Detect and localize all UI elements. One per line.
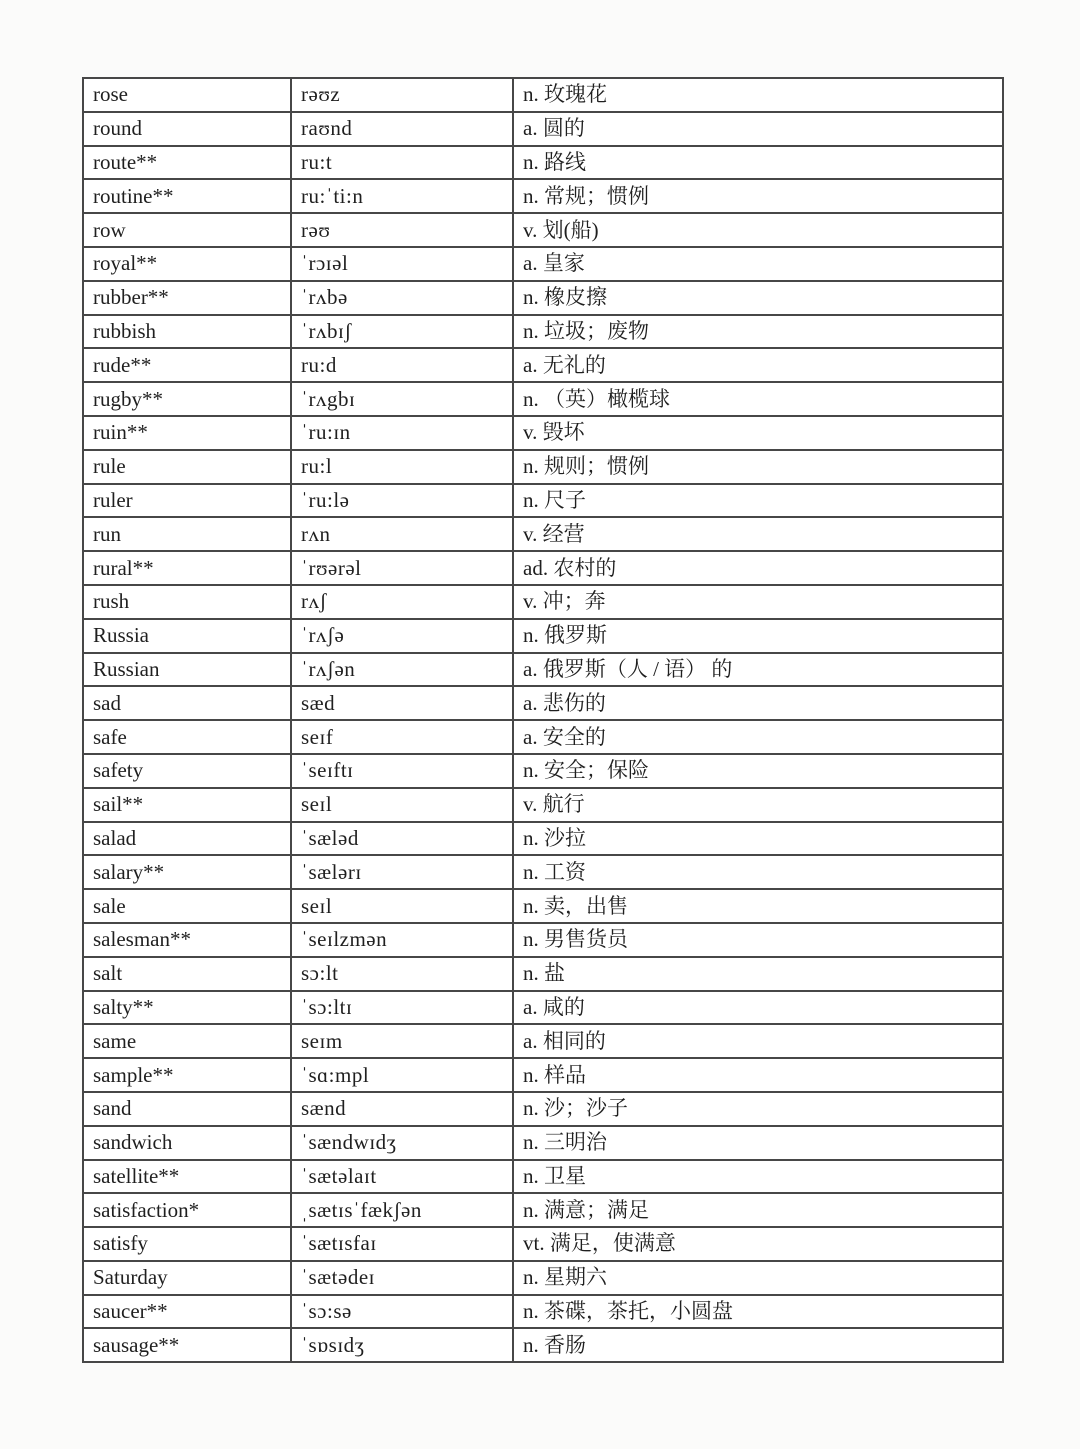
word-cell: salary** bbox=[83, 855, 291, 889]
meaning-cell: n. 玫瑰花 bbox=[513, 78, 1003, 112]
table-row bbox=[83, 822, 1003, 856]
word-cell: rude** bbox=[83, 348, 291, 382]
word-cell: sausage** bbox=[83, 1328, 291, 1362]
word-cell: ruler bbox=[83, 484, 291, 518]
meaning-cell: n. 满意；满足 bbox=[513, 1193, 1003, 1227]
meaning-cell: vt. 满足，使满意 bbox=[513, 1227, 1003, 1261]
ipa-cell: ˈsætədeɪ bbox=[291, 1261, 513, 1295]
meaning-cell: n. 卫星 bbox=[513, 1160, 1003, 1194]
word-cell: sandwich bbox=[83, 1126, 291, 1160]
word-cell: rural** bbox=[83, 551, 291, 585]
table-row bbox=[83, 1160, 1003, 1194]
word-cell: saucer** bbox=[83, 1295, 291, 1329]
meaning-cell: v. 航行 bbox=[513, 788, 1003, 822]
ipa-cell: ˈrʌʃə bbox=[291, 619, 513, 653]
meaning-cell: n. 样品 bbox=[513, 1058, 1003, 1092]
word-cell: route** bbox=[83, 146, 291, 180]
meaning-cell: a. 俄罗斯（人 / 语） 的 bbox=[513, 653, 1003, 687]
meaning-cell: n. 星期六 bbox=[513, 1261, 1003, 1295]
ipa-cell: ˈrʌbɪʃ bbox=[291, 315, 513, 349]
ipa-cell: ˈrʌbə bbox=[291, 281, 513, 315]
word-cell: same bbox=[83, 1024, 291, 1058]
table-row bbox=[83, 754, 1003, 788]
meaning-cell: v. 划(船) bbox=[513, 213, 1003, 247]
word-cell: salesman** bbox=[83, 923, 291, 957]
ipa-cell: rəʊ bbox=[291, 213, 513, 247]
ipa-cell: sɔ:lt bbox=[291, 957, 513, 991]
table-row bbox=[83, 889, 1003, 923]
ipa-cell: ˈsɔ:ltɪ bbox=[291, 991, 513, 1025]
word-cell: satisfy bbox=[83, 1227, 291, 1261]
ipa-cell: seɪf bbox=[291, 720, 513, 754]
ipa-cell: ˈrʌʃən bbox=[291, 653, 513, 687]
table-row bbox=[83, 348, 1003, 382]
table-row bbox=[83, 1227, 1003, 1261]
ipa-cell: ˈsælərɪ bbox=[291, 855, 513, 889]
meaning-cell: n. 茶碟，茶托，小圆盘 bbox=[513, 1295, 1003, 1329]
word-cell: rubbish bbox=[83, 315, 291, 349]
ipa-cell: ru:d bbox=[291, 348, 513, 382]
table-row bbox=[83, 1193, 1003, 1227]
ipa-cell: rʌn bbox=[291, 517, 513, 551]
ipa-cell: ˈrʌgbɪ bbox=[291, 382, 513, 416]
table-row bbox=[83, 247, 1003, 281]
meaning-cell: n. 路线 bbox=[513, 146, 1003, 180]
table-row bbox=[83, 855, 1003, 889]
ipa-cell: rʌʃ bbox=[291, 585, 513, 619]
word-cell: run bbox=[83, 517, 291, 551]
word-cell: Russian bbox=[83, 653, 291, 687]
table-row bbox=[83, 1058, 1003, 1092]
word-cell: safety bbox=[83, 754, 291, 788]
word-cell: routine** bbox=[83, 179, 291, 213]
ipa-cell: ˈrʊərəl bbox=[291, 551, 513, 585]
ipa-cell: seɪl bbox=[291, 788, 513, 822]
meaning-cell: n. 工资 bbox=[513, 855, 1003, 889]
ipa-cell: ˈsɒsɪdʒ bbox=[291, 1328, 513, 1362]
meaning-cell: a. 无礼的 bbox=[513, 348, 1003, 382]
ipa-cell: seɪm bbox=[291, 1024, 513, 1058]
table-row bbox=[83, 1092, 1003, 1126]
word-cell: salad bbox=[83, 822, 291, 856]
meaning-cell: n. 垃圾；废物 bbox=[513, 315, 1003, 349]
table-row bbox=[83, 450, 1003, 484]
meaning-cell: n. 男售货员 bbox=[513, 923, 1003, 957]
ipa-cell: ˈru:lə bbox=[291, 484, 513, 518]
meaning-cell: n. 三明治 bbox=[513, 1126, 1003, 1160]
ipa-cell: ru:ˈti:n bbox=[291, 179, 513, 213]
table-row bbox=[83, 315, 1003, 349]
table-row bbox=[83, 281, 1003, 315]
word-cell: rugby** bbox=[83, 382, 291, 416]
table-row bbox=[83, 484, 1003, 518]
meaning-cell: n. 尺子 bbox=[513, 484, 1003, 518]
vocabulary-table-body bbox=[83, 78, 1003, 1362]
table-row bbox=[83, 957, 1003, 991]
table-row bbox=[83, 1126, 1003, 1160]
table-row bbox=[83, 1295, 1003, 1329]
meaning-cell: a. 圆的 bbox=[513, 112, 1003, 146]
table-row bbox=[83, 78, 1003, 112]
meaning-cell: a. 安全的 bbox=[513, 720, 1003, 754]
table-row bbox=[83, 619, 1003, 653]
meaning-cell: n. 规则；惯例 bbox=[513, 450, 1003, 484]
word-cell: Saturday bbox=[83, 1261, 291, 1295]
ipa-cell: ˈsætəlaɪt bbox=[291, 1160, 513, 1194]
meaning-cell: v. 毁坏 bbox=[513, 416, 1003, 450]
table-row bbox=[83, 416, 1003, 450]
table-row bbox=[83, 991, 1003, 1025]
table-row bbox=[83, 382, 1003, 416]
word-cell: safe bbox=[83, 720, 291, 754]
ipa-cell: sænd bbox=[291, 1092, 513, 1126]
ipa-cell: ˈsændwɪdʒ bbox=[291, 1126, 513, 1160]
ipa-cell: ru:l bbox=[291, 450, 513, 484]
meaning-cell: a. 皇家 bbox=[513, 247, 1003, 281]
table-row bbox=[83, 923, 1003, 957]
meaning-cell: n. 香肠 bbox=[513, 1328, 1003, 1362]
ipa-cell: sæd bbox=[291, 686, 513, 720]
meaning-cell: a. 相同的 bbox=[513, 1024, 1003, 1058]
word-cell: sad bbox=[83, 686, 291, 720]
ipa-cell: ˈsætɪsfaɪ bbox=[291, 1227, 513, 1261]
word-cell: rose bbox=[83, 78, 291, 112]
meaning-cell: n. （英）橄榄球 bbox=[513, 382, 1003, 416]
meaning-cell: n. 安全；保险 bbox=[513, 754, 1003, 788]
word-cell: round bbox=[83, 112, 291, 146]
meaning-cell: a. 悲伤的 bbox=[513, 686, 1003, 720]
table-row bbox=[83, 213, 1003, 247]
ipa-cell: ˈru:ɪn bbox=[291, 416, 513, 450]
word-cell: row bbox=[83, 213, 291, 247]
word-cell: salt bbox=[83, 957, 291, 991]
word-cell: rubber** bbox=[83, 281, 291, 315]
ipa-cell: rəʊz bbox=[291, 78, 513, 112]
table-row bbox=[83, 1024, 1003, 1058]
table-row bbox=[83, 686, 1003, 720]
meaning-cell: n. 沙拉 bbox=[513, 822, 1003, 856]
word-cell: royal** bbox=[83, 247, 291, 281]
meaning-cell: n. 沙；沙子 bbox=[513, 1092, 1003, 1126]
table-row bbox=[83, 653, 1003, 687]
meaning-cell: n. 常规；惯例 bbox=[513, 179, 1003, 213]
word-cell: ruin** bbox=[83, 416, 291, 450]
word-cell: rush bbox=[83, 585, 291, 619]
ipa-cell: ˈsæləd bbox=[291, 822, 513, 856]
word-cell: rule bbox=[83, 450, 291, 484]
word-cell: Russia bbox=[83, 619, 291, 653]
table-row bbox=[83, 146, 1003, 180]
table-row bbox=[83, 179, 1003, 213]
table-row bbox=[83, 720, 1003, 754]
table-row bbox=[83, 1261, 1003, 1295]
meaning-cell: ad. 农村的 bbox=[513, 551, 1003, 585]
ipa-cell: ˈseɪftɪ bbox=[291, 754, 513, 788]
ipa-cell: ru:t bbox=[291, 146, 513, 180]
meaning-cell: n. 橡皮擦 bbox=[513, 281, 1003, 315]
meaning-cell: n. 卖，出售 bbox=[513, 889, 1003, 923]
meaning-cell: n. 盐 bbox=[513, 957, 1003, 991]
table-row bbox=[83, 112, 1003, 146]
word-cell: satisfaction* bbox=[83, 1193, 291, 1227]
table-row bbox=[83, 1328, 1003, 1362]
ipa-cell: ˈsɔ:sə bbox=[291, 1295, 513, 1329]
table-row bbox=[83, 585, 1003, 619]
vocabulary-table bbox=[82, 77, 1004, 1363]
ipa-cell: ˈseɪlzmən bbox=[291, 923, 513, 957]
ipa-cell: seɪl bbox=[291, 889, 513, 923]
table-row bbox=[83, 551, 1003, 585]
meaning-cell: n. 俄罗斯 bbox=[513, 619, 1003, 653]
ipa-cell: ˌsætɪsˈfækʃən bbox=[291, 1193, 513, 1227]
word-cell: sale bbox=[83, 889, 291, 923]
table-row bbox=[83, 517, 1003, 551]
table-row bbox=[83, 788, 1003, 822]
word-cell: salty** bbox=[83, 991, 291, 1025]
word-cell: satellite** bbox=[83, 1160, 291, 1194]
meaning-cell: a. 咸的 bbox=[513, 991, 1003, 1025]
ipa-cell: ˈrɔɪəl bbox=[291, 247, 513, 281]
meaning-cell: v. 冲；奔 bbox=[513, 585, 1003, 619]
word-cell: sand bbox=[83, 1092, 291, 1126]
meaning-cell: v. 经营 bbox=[513, 517, 1003, 551]
word-cell: sample** bbox=[83, 1058, 291, 1092]
ipa-cell: ˈsɑ:mpl bbox=[291, 1058, 513, 1092]
ipa-cell: raʊnd bbox=[291, 112, 513, 146]
word-cell: sail** bbox=[83, 788, 291, 822]
vocabulary-page bbox=[82, 77, 1004, 1363]
